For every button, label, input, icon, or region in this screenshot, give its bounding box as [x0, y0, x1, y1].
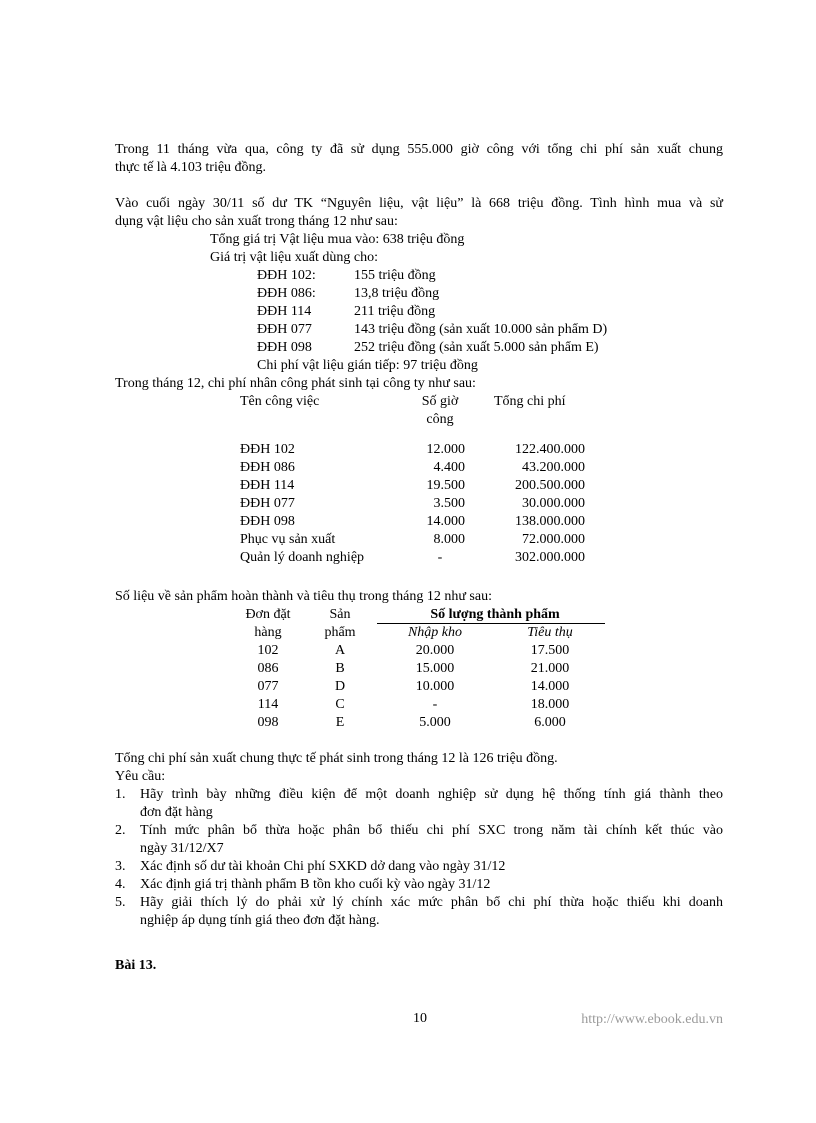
- products-intro: Số liệu về sản phẩm hoàn thành và tiêu thụ trong tháng 12 như sau:: [115, 589, 492, 604]
- products-row-sold: 14.000: [530, 679, 570, 694]
- products-row-product: E: [335, 715, 345, 730]
- products-row-order: 114: [257, 697, 279, 712]
- materials-indirect: Chi phí vật liệu gián tiếp: 97 triệu đồng: [257, 358, 478, 373]
- materials-value: 155 triệu đồng: [354, 268, 436, 283]
- labor-row-hours: 14.000: [426, 514, 465, 529]
- labor-row-job: ĐĐH 086: [240, 460, 295, 475]
- products-header-group: Số lượng thành phẩm: [430, 607, 560, 622]
- products-header-order-2: hàng: [254, 625, 282, 640]
- next-section-heading: Bài 13.: [115, 958, 157, 973]
- labor-header-hours-2: công: [426, 412, 454, 427]
- labor-row-cost: 43.200.000: [522, 460, 585, 475]
- products-row-order: 086: [257, 661, 279, 676]
- products-row-product: D: [334, 679, 346, 694]
- products-row-sold: 18.000: [530, 697, 570, 712]
- products-header-product: Sản: [329, 607, 351, 622]
- footer-url[interactable]: http://www.ebook.edu.vn: [581, 1012, 723, 1027]
- labor-row-hours: 3.500: [433, 496, 465, 511]
- requirement-text-cont: đơn đặt hàng: [140, 805, 213, 820]
- materials-order: ĐĐH 098: [257, 340, 312, 355]
- labor-row-hours: 12.000: [426, 442, 465, 457]
- products-row-order: 098: [257, 715, 279, 730]
- labor-row-cost: 122.400.000: [515, 442, 585, 457]
- labor-row-cost: 72.000.000: [522, 532, 585, 547]
- products-row-stock-in: 10.000: [415, 679, 455, 694]
- requirements-heading: Yêu cầu:: [115, 769, 166, 784]
- materials-order: ĐĐH 086:: [257, 286, 316, 301]
- labor-row-hours: -: [437, 550, 443, 565]
- materials-value: 143 triệu đồng (sản xuất 10.000 sản phẩm D): [354, 322, 608, 337]
- products-header-sold: Tiêu thụ: [527, 625, 573, 640]
- labor-row-job: ĐĐH 102: [240, 442, 295, 457]
- intro-p2-line2: dụng vật liệu cho sản xuất trong tháng 12 như sau:: [115, 214, 398, 229]
- labor-intro: Trong tháng 12, chi phí nhân công phát sinh tại công ty như sau:: [115, 376, 476, 391]
- products-row-sold: 6.000: [534, 715, 566, 730]
- labor-row-job: ĐĐH 114: [240, 478, 295, 493]
- requirement-text: Hãy trình bày những điều kiện để một doanh nghiệp sử dụng hệ thống tính giá thành theo: [140, 787, 723, 802]
- page-number: 10: [413, 1011, 427, 1026]
- products-row-product: A: [334, 643, 346, 658]
- labor-row-job: ĐĐH 098: [240, 514, 295, 529]
- materials-order: ĐĐH 102:: [257, 268, 316, 283]
- products-row-stock-in: 20.000: [415, 643, 455, 658]
- requirement-number: 3.: [115, 859, 126, 874]
- requirement-text-cont: ngày 31/12/X7: [140, 841, 224, 856]
- materials-value: 211 triệu đồng: [354, 304, 436, 319]
- materials-order: ĐĐH 077: [257, 322, 312, 337]
- labor-row-cost: 138.000.000: [515, 514, 585, 529]
- labor-row-job: Phục vụ sản xuất: [240, 532, 336, 547]
- requirement-number: 4.: [115, 877, 126, 892]
- products-header-order: Đơn đặt: [245, 607, 291, 622]
- products-header-product-2: phẩm: [324, 625, 356, 640]
- requirement-number: 2.: [115, 823, 126, 838]
- requirement-number: 1.: [115, 787, 126, 802]
- labor-row-hours: 4.400: [433, 460, 465, 475]
- products-row-stock-in: 5.000: [419, 715, 451, 730]
- products-row-sold: 17.500: [530, 643, 570, 658]
- products-row-product: C: [335, 697, 345, 712]
- requirement-number: 5.: [115, 895, 126, 910]
- labor-row-hours: 19.500: [426, 478, 465, 493]
- labor-row-cost: 200.500.000: [515, 478, 585, 493]
- labor-header-cost: Tổng chi phí: [494, 394, 566, 409]
- materials-value: 13,8 triệu đồng: [354, 286, 440, 301]
- requirement-text: Tính mức phân bổ thừa hoặc phân bổ thiếu chi phí SXC trong năm tài chính kết thúc vào: [140, 823, 723, 838]
- intro-p2-line1: Vào cuối ngày 30/11 số dư TK “Nguyên liệu, vật liệu” là 668 triệu đồng. Tình hình mua và sử: [115, 196, 723, 211]
- labor-row-job: Quản lý doanh nghiệp: [240, 550, 365, 565]
- products-row-sold: 21.000: [530, 661, 570, 676]
- products-row-order: 077: [257, 679, 279, 694]
- requirement-text: Xác định giá trị thành phẩm B tồn kho cuối kỳ vào ngày 31/12: [140, 877, 491, 892]
- products-row-product: B: [335, 661, 345, 676]
- overhead-line: Tổng chi phí sản xuất chung thực tế phát sinh trong tháng 12 là 126 triệu đồng.: [115, 751, 558, 766]
- requirement-text: Xác định số dư tài khoản Chi phí SXKD dở dang vào ngày 31/12: [140, 859, 506, 874]
- labor-row-cost: 30.000.000: [522, 496, 585, 511]
- products-header-stock-in: Nhập kho: [407, 625, 463, 640]
- labor-row-job: ĐĐH 077: [240, 496, 295, 511]
- materials-order: ĐĐH 114: [257, 304, 312, 319]
- requirement-text: Hãy giải thích lý do phải xử lý chính xác mức phân bổ chi phí thừa hoặc thiếu khi doanh: [140, 895, 723, 910]
- labor-row-hours: 8.000: [433, 532, 465, 547]
- materials-purchased: Tổng giá trị Vật liệu mua vào: 638 triệu đồng: [210, 232, 465, 247]
- intro-p1-line1: Trong 11 tháng vừa qua, công ty đã sử dụng 555.000 giờ công với tổng chi phí sản xuất chung: [115, 142, 723, 157]
- intro-p1-line2: thực tế là 4.103 triệu đồng.: [115, 160, 267, 175]
- labor-row-cost: 302.000.000: [515, 550, 585, 565]
- materials-issued-heading: Giá trị vật liệu xuất dùng cho:: [210, 250, 378, 265]
- products-row-stock-in: -: [432, 697, 438, 712]
- products-row-order: 102: [257, 643, 279, 658]
- requirement-text-cont: nghiệp áp dụng tính giá theo đơn đặt hàng.: [140, 913, 380, 928]
- labor-header-hours: Số giờ: [421, 394, 459, 409]
- materials-value: 252 triệu đồng (sản xuất 5.000 sản phẩm E): [354, 340, 599, 355]
- products-row-stock-in: 15.000: [415, 661, 455, 676]
- labor-header-job: Tên công việc: [240, 394, 320, 409]
